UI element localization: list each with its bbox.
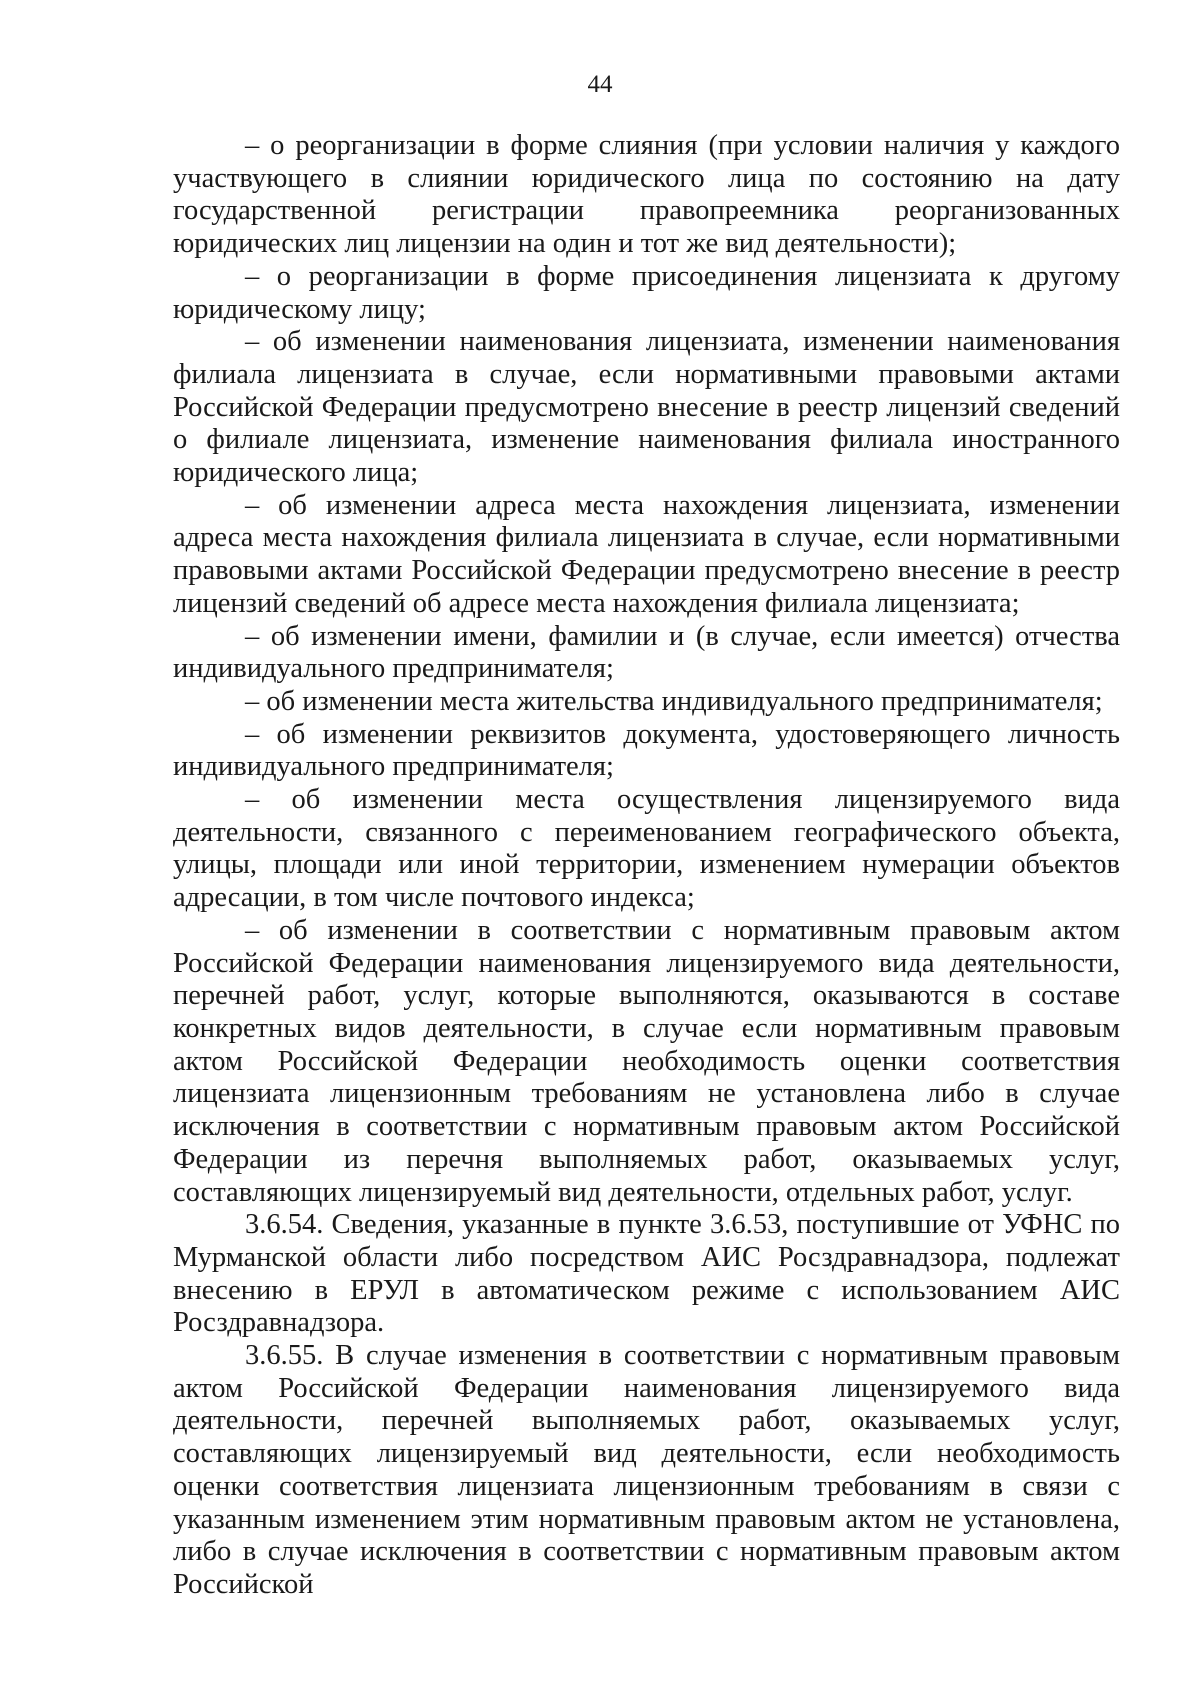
paragraph-residence-change: – об изменении места жительства индивидуального предпринимателя; — [245, 685, 1103, 717]
document-body — [173, 130, 1120, 1602]
paragraph-identity-document-change: – об изменении реквизитов документа, удостоверяющего личность индивидуального предпринимателя; — [173, 718, 1120, 783]
paragraph-accession-reorganization: – о реорганизации в форме присоединения лицензиата к другому юридическому лицу; — [173, 260, 1120, 325]
paragraph-name-change: – об изменении наименования лицензиата, изменении наименования филиала лицензиата в случае, если нормативными правовыми актами Российской Федерации предусмотрено внесение в реестр лицензий сведений о филиале лицензиата, изменение наименования филиала иностранного юридического лица; — [173, 326, 1120, 489]
paragraph-clause-3-6-55: 3.6.55. В случае изменения в соответствии с нормативным правовым актом Российской Федерации наименования лицензируемого вида деятельности, перечней выполняемых работ, оказываемых услуг, составляющих лицензируемый вид деятельности, если необходимость оценки соответствия лицензиата лицензионным требованиям в связи с указанным изменением этим нормативным правовым актом не установлена, либо в случае исключения в соответствии с нормативным правовым актом Российской — [173, 1340, 1120, 1600]
paragraph-clause-3-6-54: 3.6.54. Сведения, указанные в пункте 3.6.53, поступившие от УФНС по Мурманской области либо посредством АИС Росздравнадзора, подлежат внесению в ЕРУЛ в автоматическом режиме с использованием АИС Росздравнадзора. — [173, 1209, 1120, 1339]
paragraph-activity-name-change: – об изменении в соответствии с нормативным правовым актом Российской Федерации наименования лицензируемого вида деятельности, перечней работ, услуг, которые выполняются, оказываются в составе конкретных видов деятельности, в случае если нормативным правовым актом Российской Федерации необходимость оценки соответствия лицензиата лицензионным требованиям не установлена либо в случае исключения в соответствии с нормативным правовым актом Российской Федерации из перечня выполняемых работ, оказываемых услуг, составляющих лицензируемый вид деятельности, отдельных работ, услуг. — [173, 914, 1120, 1208]
paragraph-address-change: – об изменении адреса места нахождения лицензиата, изменении адреса места нахождения филиала лицензиата в случае, если нормативными правовыми актами Российской Федерации предусмотрено внесение в реестр лицензий сведений об адресе места нахождения филиала лицензиата; — [173, 489, 1120, 619]
paragraph-activity-place-change: – об изменении места осуществления лицензируемого вида деятельности, связанного с переименованием географического объекта, улицы, площади или иной территории, изменением нумерации объектов адресации, в том числе почтового индекса; — [173, 784, 1120, 914]
page-number: 44 — [587, 71, 613, 98]
paragraph-merger-reorganization: – о реорганизации в форме слияния (при условии наличия у каждого участвующего в слиянии юридического лица по состоянию на дату государственной регистрации правопреемника реорганизованных юридических лиц лицензии на один и тот же вид деятельности); — [173, 130, 1120, 260]
paragraph-personal-name-change: – об изменении имени, фамилии и (в случае, если имеется) отчества индивидуального предпринимателя; — [173, 620, 1120, 685]
